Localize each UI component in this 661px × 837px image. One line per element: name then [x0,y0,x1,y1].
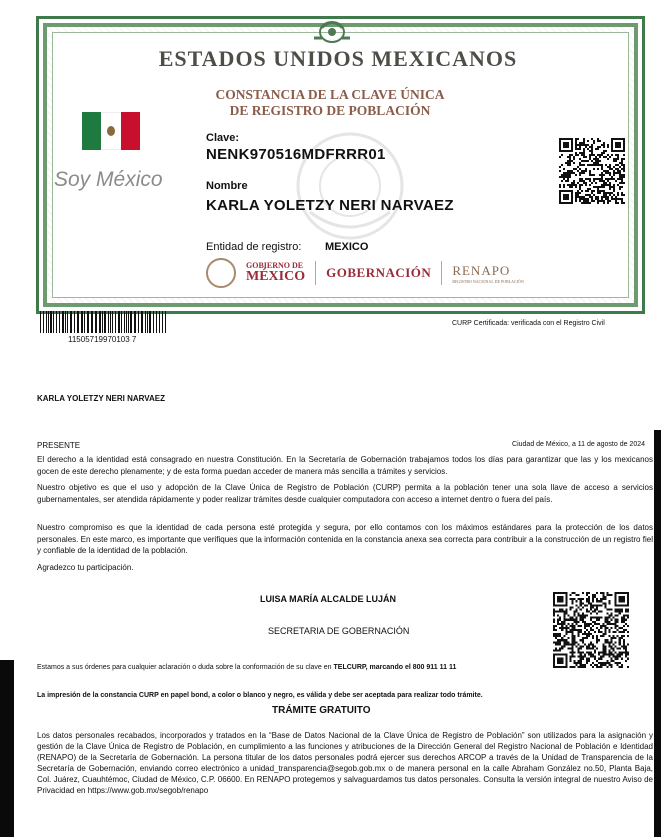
letter-date: Ciudad de México, a 11 de agosto de 2024 [512,441,645,448]
letter-paragraph-4: Agradezco tu participación. [37,563,134,572]
watermark-seal-icon [270,122,430,242]
gobierno-line2: MÉXICO [246,269,306,284]
privacy-notice: Los datos personales recabados, incorporados y tratados en la “Base de Datos Nacional de la Clave Única de Registro de Población” son utilizados para la asignación y gestión de la Clave Única de Registro de Población, en cumplimiento a las funciones y atribuciones de la Dirección General del Registro Nacional de Población e Identidad (RENAPO) de la Secretaría de Gobernación. La persona titular de los datos personales podrá ejercer sus derechos ARCOP a través de la Unidad de Transparencia de la Secretaría de Gobernación, enviando correo electrónico a unidad_transparencia@segob.gob.mx o de manera personal en la calle Abraham González no.50, Planta Baja, Col. Juárez, Cuauhtémoc, Ciudad de México, C.P. 06600. En RENAPO protegemos y salvaguardamos tus datos personales. Consulta la versión integral de nuestro Aviso de Privacidad en https://www.gob.mx/segob/renapo [37,731,653,795]
certificate-title: ESTADOS UNIDOS MEXICANOS [158,46,518,71]
curp-certificada-note: CURP Certificada: verificada con el Registro Civil [452,320,605,327]
renapo-small-text: REGISTRO NACIONAL DE POBLACIÓN [452,278,524,284]
recipient-name: KARLA YOLETZY NERI NARVAEZ [37,394,166,403]
certificate-subtitle-1: CONSTANCIA DE LA CLAVE ÚNICA [215,87,445,102]
scan-edge-right [654,430,661,837]
renapo-logo [452,263,524,284]
soy-mexico-slogan: Soy México [54,168,163,191]
qr-code-icon [553,592,629,668]
entidad-value: MEXICO [325,241,369,253]
barcode-number: 11505719970103 7 [68,335,137,344]
telcurp-phone: TELCURP, marcando el 800 911 11 11 [333,664,457,671]
scan-edge-left [0,660,14,837]
renapo-text: RENAPO [452,262,511,278]
presente-label: PRESENTE [37,441,81,450]
government-logos [206,258,524,288]
printing-note: La impresión de la constancia CURP en papel bond, a color o blanco y negro, es válida y debe ser aceptada para realizar todo trámite. [37,692,483,699]
nombre-label: Nombre [206,180,248,192]
signer-title: SECRETARIA DE GOBERNACIÓN [268,626,410,636]
national-seal-icon [312,18,352,44]
clave-value: NENK970516MDFRRR01 [206,146,386,163]
clave-label: Clave: [206,132,240,144]
letter-paragraph-2: Nuestro objetivo es que el uso y adopción de la Clave Única de Registro de Población (CURP) permita a la población tener una sola llave de acceso a servicios gubernamentales, ser atendida rápidamente y poder realizar trámites desde cualquier computadora con acceso a internet dentro o fuera del país. [37,483,653,504]
nombre-value: KARLA YOLETZY NERI NARVAEZ [206,197,454,214]
gobernacion-logo: GOBERNACIÓN [326,265,432,280]
contact-note [37,664,456,671]
tramite-gratuito: TRÁMITE GRATUITO [272,705,371,716]
signer-name: LUISA MARÍA ALCALDE LUJÁN [260,594,396,604]
contact-prefix: Estamos a sus órdenes para cualquier aclaración o duda sobre la conformación de su clave en [37,664,332,671]
gobierno-mexico-logo [246,262,305,284]
gobierno-seal-icon [206,258,236,288]
barcode-icon [40,311,168,333]
certificate-subtitle-2: DE REGISTRO DE POBLACIÓN [229,103,431,118]
qr-code-icon [559,138,625,204]
mexico-flag-icon [82,112,140,150]
logo-divider [315,261,316,285]
logo-divider [441,261,442,285]
gobierno-line1: GOBIERNO DE [246,261,304,270]
letter-paragraph-3: Nuestro compromiso es que la identidad de cada persona esté protegida y segura, por ello contamos con los máximos estándares para la protección de los datos personales. En este marco, es importante que verifiques que la información contenida en la constancia anexa sea correcta para contribuir a la construcción de un registro fiel y confiable de la identidad de la población. [37,523,653,555]
letter-paragraph-1: El derecho a la identidad está consagrado en nuestra Constitución. En la Secretaría de Gobernación trabajamos todos los días para garantizar que las y los mexicanos gocen de este derecho plenamente; y de esta forma puedan acceder de manera más sencilla a trámites y servicios. [37,455,653,476]
entidad-label: Entidad de registro: [206,241,302,253]
